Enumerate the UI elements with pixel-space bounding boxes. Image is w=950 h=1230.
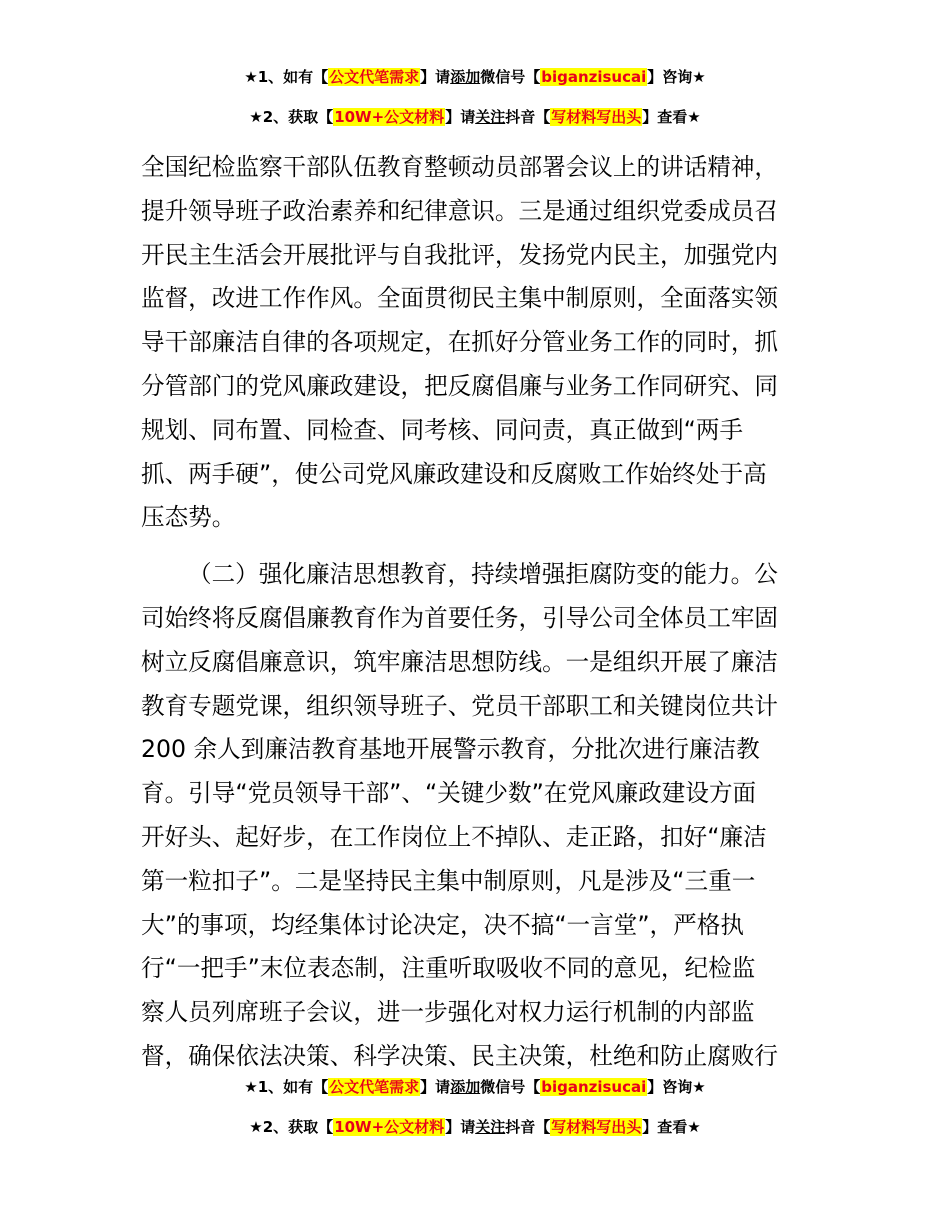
text-line: 全国纪检监察干部队伍教育整顿动员部署会议上的讲话精神， xyxy=(141,153,779,181)
text-line: 提升领导班子政治素养和纪律意识。三是通过组织党委成员召 xyxy=(141,196,779,225)
text-line: 教育专题党课，组织领导班子、党员干部职工和关键岗位共计 xyxy=(141,691,779,720)
banner-line-2-top xyxy=(0,106,950,128)
banner-line-1-bottom xyxy=(0,1076,950,1098)
banner-highlight: biganzisucai xyxy=(541,1078,647,1096)
text-line: 司始终将反腐倡廉教育作为首要任务，引导公司全体员工牢固 xyxy=(141,603,779,632)
banner-text: 微信号【 xyxy=(480,1078,541,1096)
banner-line-2-bottom xyxy=(0,1116,950,1138)
banner-emphasis: 添加 xyxy=(450,68,481,86)
text-line: 开好头、起好步，在工作岗位上不掉队、走正路，扣好“廉洁 xyxy=(141,822,767,851)
paragraph-1 xyxy=(141,146,811,540)
text-line: 开民主生活会开展批评与自我批评，发扬党内民主，加强党内 xyxy=(141,240,779,269)
banner-highlight: 写材料写出头 xyxy=(551,108,642,126)
banner-highlight: 公文代笔需求 xyxy=(329,1078,420,1096)
banner-highlight: biganzisucai xyxy=(541,68,647,86)
text-line: 200 余人到廉洁教育基地开展警示教育，分批次进行廉洁教 xyxy=(141,735,760,764)
document-body xyxy=(141,146,811,1079)
text-line: 监督，改进工作作风。全面贯彻民主集中制原则，全面落实领 xyxy=(141,284,779,313)
text-line: 行“一把手”末位表态制，注重听取吸收不同的意见，纪检监 xyxy=(141,954,756,983)
banner-text: ★1、如有【 xyxy=(244,1078,329,1096)
banner-emphasis: 关注 xyxy=(475,108,506,126)
banner-line-1-top xyxy=(0,66,950,88)
text-line: 察人员列席班子会议，进一步强化对权力运行机制的内部监 xyxy=(141,998,755,1027)
banner-highlight: 10W+公文材料 xyxy=(334,108,445,126)
paragraph-spacer xyxy=(141,540,811,553)
banner-text: 微信号【 xyxy=(480,68,541,86)
text-line: 第一粒扣子”。二是坚持民主集中制原则，凡是涉及“三重一 xyxy=(141,866,756,895)
text-line: 大”的事项，均经集体讨论决定，决不搞“一言堂”，严格执 xyxy=(141,910,744,939)
text-line: 分管部门的党风廉政建设，把反腐倡廉与业务工作同研究、同 xyxy=(141,371,779,400)
text-line: 抓、两手硬”，使公司党风廉政建设和反腐败工作始终处于高 xyxy=(141,459,767,488)
text-line: 导干部廉洁自律的各项规定，在抓好分管业务工作的同时，抓 xyxy=(141,328,779,357)
text-line: 育。引导“党员领导干部”、“关键少数”在党风廉政建设方面 xyxy=(141,779,757,808)
banner-text: 】请 xyxy=(420,1078,451,1096)
banner-highlight: 写材料写出头 xyxy=(551,1118,642,1136)
banner-text: 抖音【 xyxy=(505,108,551,126)
text-line: 督，确保依法决策、科学决策、民主决策，杜绝和防止腐败行 xyxy=(141,1041,779,1070)
banner-highlight: 10W+公文材料 xyxy=(334,1118,445,1136)
banner-text: 】查看★ xyxy=(642,1118,701,1136)
text-line: 规划、同布置、同检查、同考核、同问责，真正做到“两手 xyxy=(141,415,744,444)
banner-text: 】请 xyxy=(420,68,451,86)
banner-text: ★2、获取【 xyxy=(249,108,334,126)
banner-emphasis: 添加 xyxy=(450,1078,481,1096)
paragraph-2 xyxy=(141,553,811,1079)
text-line: （二）强化廉洁思想教育，持续增强拒腐防变的能力。公 xyxy=(188,560,778,589)
banner-text: 抖音【 xyxy=(505,1118,551,1136)
banner-text: 】咨询★ xyxy=(647,1078,706,1096)
banner-text: 】查看★ xyxy=(642,108,701,126)
banner-text: 】请 xyxy=(445,1118,476,1136)
banner-text: 】请 xyxy=(445,108,476,126)
banner-emphasis: 关注 xyxy=(475,1118,506,1136)
text-line: 树立反腐倡廉意识，筑牢廉洁思想防线。一是组织开展了廉洁 xyxy=(141,647,779,676)
banner-text: ★1、如有【 xyxy=(244,68,329,86)
banner-text: ★2、获取【 xyxy=(249,1118,334,1136)
banner-highlight: 公文代笔需求 xyxy=(329,68,420,86)
text-line: 压态势。 xyxy=(141,503,236,532)
banner-text: 】咨询★ xyxy=(647,68,706,86)
